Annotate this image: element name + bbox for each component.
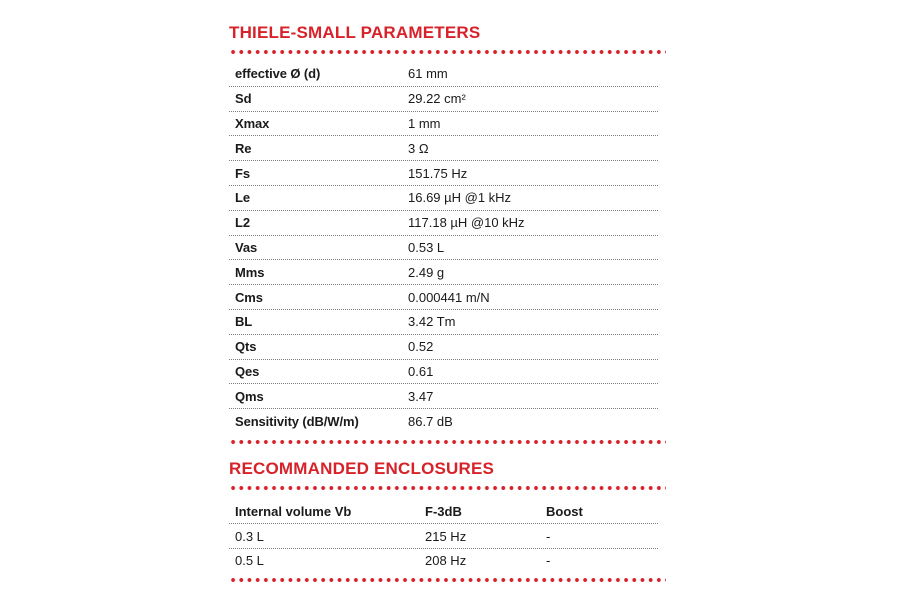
ts-parameters-title: THIELE-SMALL PARAMETERS — [229, 23, 481, 42]
param-value: 0.52 — [408, 339, 434, 355]
param-name: Qts — [235, 339, 257, 355]
param-name: Le — [235, 190, 250, 206]
param-name: Sd — [235, 91, 252, 107]
table-row — [229, 285, 658, 310]
param-value: 3 Ω — [408, 140, 429, 156]
param-name: Vas — [235, 239, 258, 255]
table-row — [229, 524, 658, 549]
param-name: L2 — [235, 215, 250, 231]
table-row — [229, 211, 658, 236]
param-value: 0.53 L — [408, 239, 445, 255]
dotted-divider — [229, 578, 666, 582]
param-value: 29.22 cm² — [408, 91, 466, 107]
param-value: 3.47 — [408, 388, 434, 404]
param-name: Sensitivity (dB/W/m) — [235, 413, 359, 429]
param-name: effective Ø (d) — [235, 66, 321, 82]
param-value: 0.61 — [408, 363, 434, 379]
param-value: 1 mm — [408, 115, 441, 131]
column-header: F-3dB — [425, 504, 462, 520]
table-cell: - — [546, 553, 551, 569]
param-value: 86.7 dB — [408, 413, 453, 429]
param-name: BL — [235, 314, 253, 330]
table-row — [229, 62, 658, 87]
spec-sheet — [229, 22, 666, 582]
table-cell: 208 Hz — [425, 553, 467, 569]
dotted-divider — [229, 486, 666, 490]
column-header: Internal volume Vb — [235, 504, 352, 520]
table-row — [229, 112, 658, 137]
param-value: 0.000441 m/N — [408, 289, 490, 305]
param-value: 61 mm — [408, 66, 448, 82]
table-cell: - — [546, 528, 551, 544]
param-name: Qes — [235, 363, 260, 379]
table-row — [229, 136, 658, 161]
param-name: Cms — [235, 289, 263, 305]
dotted-divider — [229, 440, 666, 444]
table-cell: 0.3 L — [235, 528, 264, 544]
param-value: 151.75 Hz — [408, 165, 468, 181]
param-value: 2.49 g — [408, 264, 445, 280]
param-name: Qms — [235, 388, 264, 404]
enclosures-title: RECOMMANDED ENCLOSURES — [229, 458, 495, 478]
table-row — [229, 409, 658, 433]
table-row — [229, 87, 658, 112]
table-row — [229, 310, 658, 335]
table-row — [229, 161, 658, 186]
param-value: 16.69 µH @1 kHz — [408, 190, 512, 206]
table-header-row — [229, 500, 658, 525]
table-cell: 0.5 L — [235, 553, 264, 569]
param-name: Re — [235, 140, 252, 156]
param-name: Fs — [235, 165, 250, 181]
table-row — [229, 236, 658, 261]
param-name: Xmax — [235, 115, 270, 131]
table-row — [229, 335, 658, 360]
param-value: 117.18 µH @10 kHz — [408, 215, 525, 231]
ts-parameters-table — [229, 62, 658, 433]
table-row — [229, 186, 658, 211]
table-row — [229, 549, 658, 573]
column-header: Boost — [546, 504, 583, 520]
dotted-divider — [229, 50, 666, 54]
table-row — [229, 260, 658, 285]
param-value: 3.42 Tm — [408, 314, 456, 330]
param-name: Mms — [235, 264, 265, 280]
table-row — [229, 360, 658, 385]
table-cell: 215 Hz — [425, 528, 467, 544]
enclosures-table — [229, 500, 658, 573]
table-row — [229, 384, 658, 409]
